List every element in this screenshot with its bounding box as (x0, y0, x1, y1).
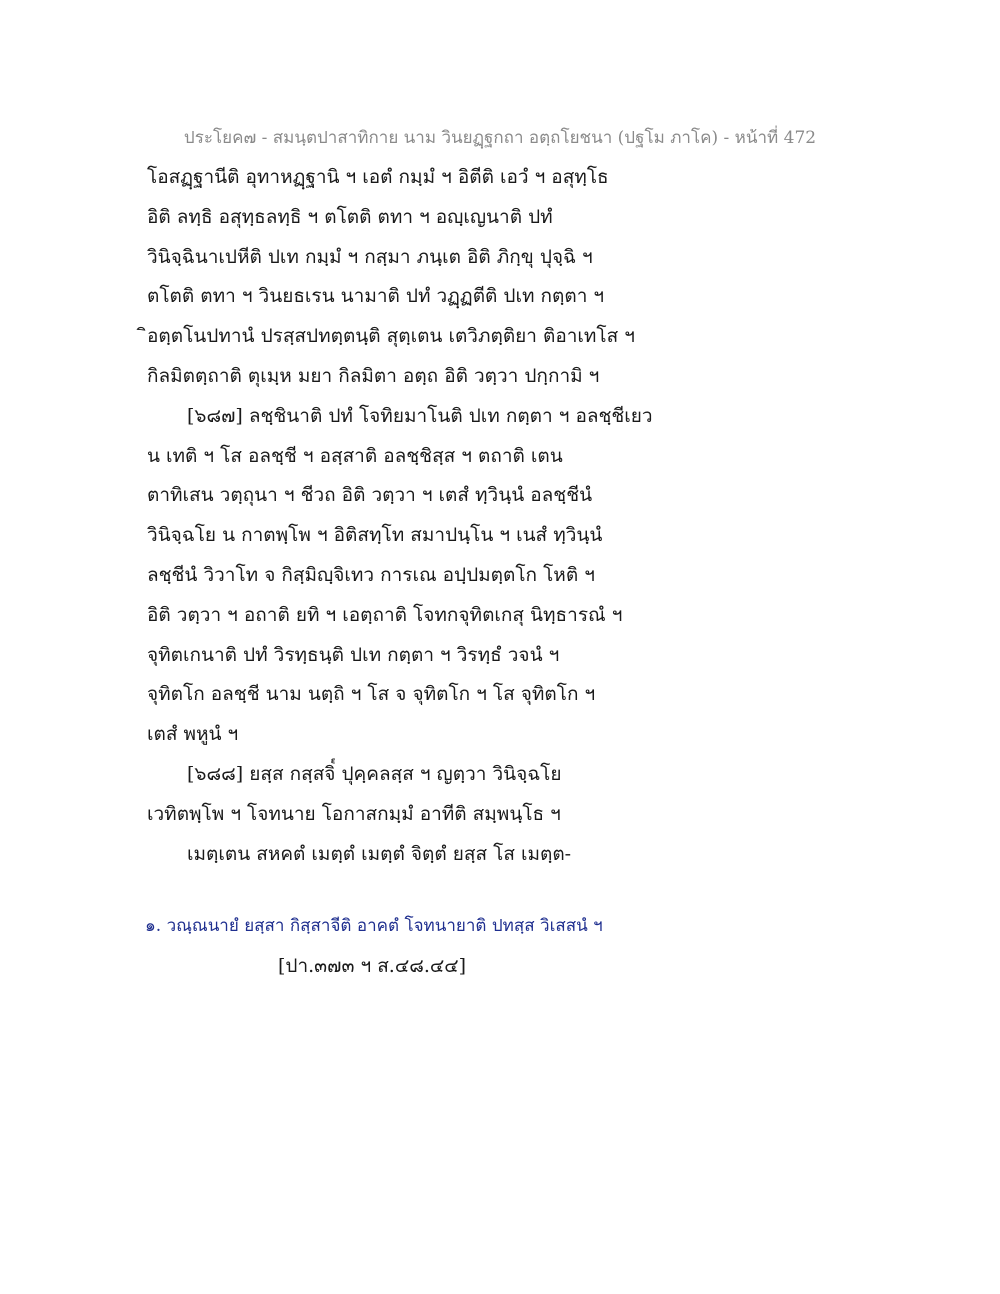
text-line: วินิจฺฉโย น กาตพฺโพ ฯ อิติสทฺโท สมาปนฺโน ฯ เนสํ ทฺวินฺนํ (147, 524, 603, 547)
paragraph-start-line: [๖๘๘] ยสฺส กสฺสจิ๎ ปุคฺคลสฺส ฯ ญตฺวา วินิจฺฉโย (187, 762, 562, 785)
text-line: เวทิตพฺโพ ฯ โจทนาย โอกาสกมฺมํ อาทีติ สมฺพนฺโธ ฯ (147, 802, 561, 825)
text-line: น เทติ ฯ โส อลชฺชี ฯ อสฺสาติ อลชฺชิสฺส ฯ ตถาติ เตน (147, 444, 563, 467)
text-line: เตสํ พหูนํ ฯ (147, 723, 239, 746)
text-line: จุทิตเกนาติ ปทํ วิรทฺธนฺติ ปเท กตฺตา ฯ วิรทฺธํ วจนํ ฯ (147, 643, 560, 666)
text-line: ลชฺชีนํ วิวาโท จ กิสฺมิญฺจิเทว การเณ อปฺปมตฺตโก โหติ ฯ (147, 563, 595, 586)
page-header: ประโยค๗ - สมนฺตปาสาทิกาย นาม วินยฏฺฐกถา อตฺถโยชนา (ปฐโม ภาโค) - หน้าที่ 472 (183, 128, 817, 148)
text-line: โอสฏฺฐานีติ อุทาหฏฺฐานิ ฯ เอตํ กมฺมํ ฯ อิตีติ เอวํ ฯ อสุทฺโธ (147, 166, 609, 188)
text-line: ตาทิเสน วตฺถุนา ฯ ชีวถ อิติ วตฺวา ฯ เตสํ ทฺวินฺนํ อลชฺชีนํ (147, 484, 593, 507)
paragraph-start-line: [๖๘๗] ลชฺชินาติ ปทํ โจทิยมาโนติ ปเท กตฺตา ฯ อลชฺชีเยว (187, 404, 653, 427)
text-line: ิอตฺตโนปทานํ ปรสฺสปทตฺตนฺติ สุตฺเตน เตวิภตฺติยา ติอาเทโส ฯ (147, 325, 635, 348)
paragraph-start-line: เมตฺเตน สหคตํ เมตฺตํ เมตฺตํ จิตฺตํ ยสฺส โส เมตฺต- (187, 842, 572, 865)
text-line: จุทิตโก อลชฺชี นาม นตฺถิ ฯ โส จ จุทิตโก ฯ โส จุทิตโก ฯ (147, 683, 596, 706)
text-line: ตโตติ ตทา ฯ วินยธเรน นามาติ ปทํ วฏฺฏตีติ ปเท กตฺตา ฯ (147, 285, 605, 308)
page-reference: [ปา.๓๗๓ ฯ ส.๔๘.๔๔] (278, 955, 467, 977)
footnote: ๑. วณฺณนายํ ยสฺสา กิสฺสาจีติ อาคตํ โจทนายาติ ปทสฺส วิเสสนํ ฯ (145, 916, 603, 936)
text-line: วินิจฺฉินาเปหีติ ปเท กมฺมํ ฯ กสฺมา ภนฺเต อิติ ภิกฺขุ ปุจฺฉิ ฯ (147, 245, 593, 268)
text-line: กิลมิตตฺถาติ ตุเมฺห มยา กิลมิตา อตฺถ อิติ วตฺวา ปกฺกามิ ฯ (147, 364, 600, 387)
body-text (147, 158, 867, 874)
text-line: อิติ ลทฺธิ อสุทฺธลทฺธิ ฯ ตโตติ ตทา ฯ อญฺเญนาติ ปทํ (147, 205, 553, 228)
text-line: อิติ วตฺวา ฯ อถาติ ยทิ ฯ เอตฺถาติ โจทกจุทิตเกสุ นิทฺธารณํ ฯ (147, 603, 623, 626)
